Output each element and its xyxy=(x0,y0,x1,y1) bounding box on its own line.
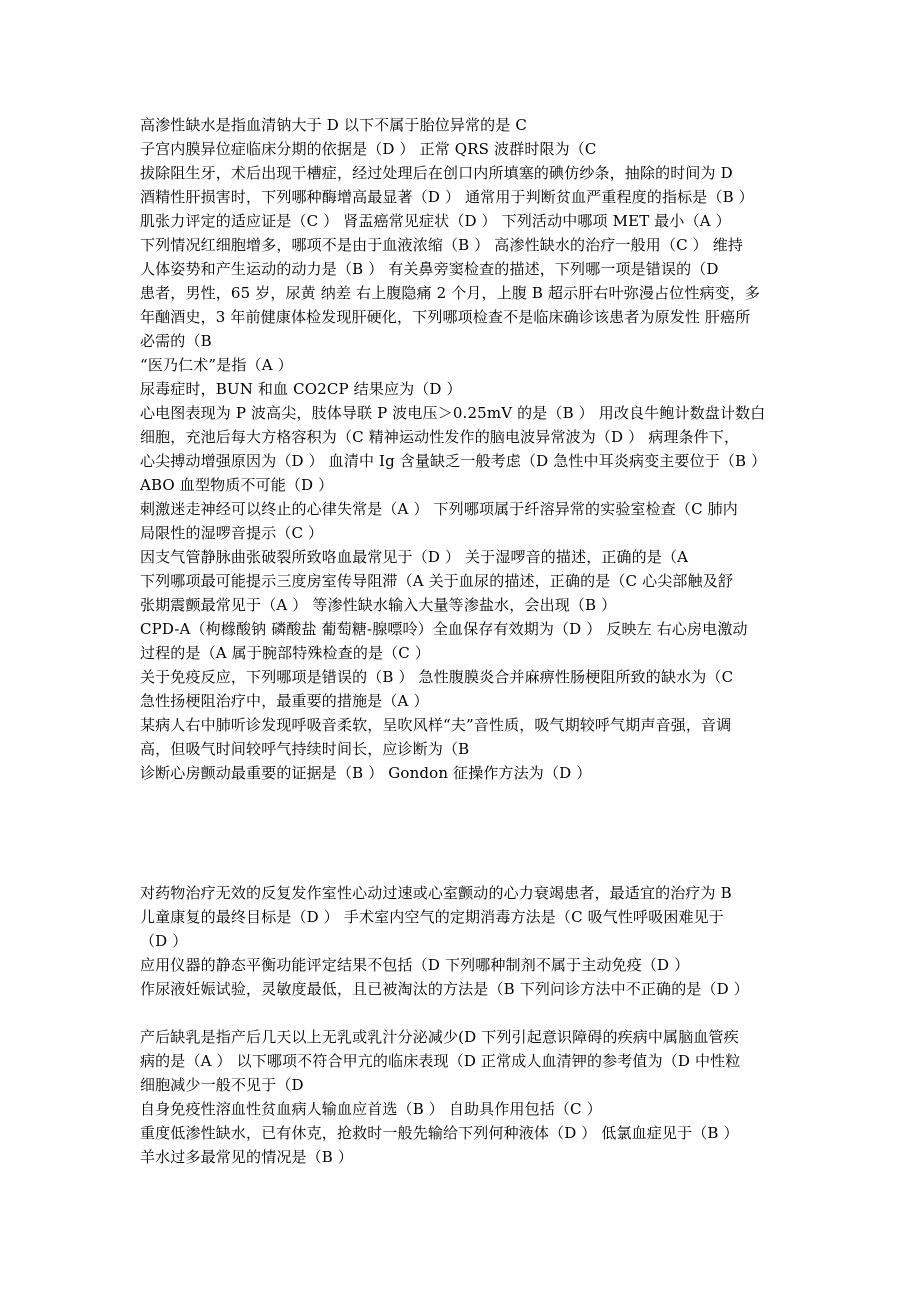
text-line: 张期震颤最常见于（A ） 等渗性缺水输入大量等渗盐水，会出现（B ） xyxy=(140,596,617,614)
text-line: 下列情况红细胞增多，哪项不是由于血液浓缩（B ） 高渗性缺水的治疗一般用（C ） 维持 xyxy=(140,236,744,254)
text-line: 必需的（B xyxy=(140,332,212,350)
text-line: 重度低渗性缺水，已有休克，抢救时一般先输给下列何种液体（D ） 低氯血症见于（B ） xyxy=(140,1124,739,1142)
text-line: 患者，男性，65 岁，尿黄 纳差 右上腹隐痛 2 个月，上腹 B 超示肝右叶弥漫占位性病变，多 xyxy=(140,284,761,302)
text-line: 过程的是（A 属于腕部特殊检查的是（C ） xyxy=(140,644,430,662)
text-line: ABO 血型物质不可能（D ） xyxy=(140,476,334,494)
text-line: 子宫内膜异位症临床分期的依据是（D ） 正常 QRS 波群时限为（C xyxy=(140,140,597,158)
text-line: 刺激迷走神经可以终止的心律失常是（A ） 下列哪项属于纤溶异常的实验室检查（C 肺内 xyxy=(140,500,738,518)
text-line: 心尖搏动增强原因为（D ） 血清中 Ig 含量缺乏一般考虑（D 急性中耳炎病变主要位于（B ） xyxy=(140,452,767,470)
text-line: 尿毒症时，BUN 和血 CO2CP 结果应为（D ） xyxy=(140,380,462,398)
text-line: 急性扬梗阻治疗中，最重要的措施是（A ） xyxy=(140,692,429,710)
text-line: 产后缺乳是指产后几天以上无乳或乳汁分泌减少(D 下列引起意识障碍的疾病中属脑血管疾 xyxy=(140,1028,739,1046)
text-line: 羊水过多最常见的情况是（B ） xyxy=(140,1148,354,1166)
text-line: 对药物治疗无效的反复发作室性心动过速或心室颤动的心力衰竭患者，最适宜的治疗为 B xyxy=(140,884,732,902)
text-line: CPD-A（枸橼酸钠 磷酸盐 葡萄糖-腺嘌呤）全血保存有效期为（D ） 反映左 右心房电激动 xyxy=(140,620,748,638)
text-line: 高，但吸气时间较呼气持续时间长，应诊断为（B xyxy=(140,740,470,758)
text-line: 某病人右中肺听诊发现呼吸音柔软，呈吹风样“夫”音性质，吸气期较呼气期声音强，音调 xyxy=(140,716,732,734)
text-line: 自身免疫性溶血性贫血病人输血应首选（B ） 自助具作用包括（C ） xyxy=(140,1100,602,1118)
text-line: 心电图表现为 P 波高尖，肢体导联 P 波电压＞0.25mV 的是（B ） 用改良牛鲍计数盘计数白 xyxy=(140,404,766,422)
text-line: 局限性的湿啰音提示（C ） xyxy=(140,524,324,542)
text-line: 酒精性肝损害时，下列哪种酶增高最显著（D ） 通常用于判断贫血严重程度的指标是（B ） xyxy=(140,188,754,206)
text-line: 细胞，充池后每大方格容积为（C 精神运动性发作的脑电波异常波为（D ） 病理条件下， xyxy=(140,428,740,446)
text-line: 作尿液妊娠试验，灵敏度最低，且已被淘汰的方法是（B 下列问诊方法中不正确的是（D ） xyxy=(140,980,749,998)
text-line: 儿童康复的最终目标是（D ） 手术室内空气的定期消毒方法是（C 吸气性呼吸困难见于 xyxy=(140,908,724,926)
text-line: （D ） xyxy=(140,932,188,950)
text-line: 因支气管静脉曲张破裂所致咯血最常见于（D ） 关于湿啰音的描述，正确的是（A xyxy=(140,548,689,566)
text-line: 诊断心房颤动最重要的证据是（B ） Gondon 征操作方法为（D ） xyxy=(140,764,592,782)
text-line: 肌张力评定的适应证是（C ） 肾盂癌常见症状（D ） 下列活动中哪项 MET 最小（A ） xyxy=(140,212,731,230)
text-line: 下列哪项最可能提示三度房室传导阻滞（A 关于血尿的描述，正确的是（C 心尖部触及舒 xyxy=(140,572,733,590)
text-line: 细胞减少一般不见于（D xyxy=(140,1076,304,1094)
text-line: 应用仪器的静态平衡功能评定结果不包括（D 下列哪种制剂不属于主动免疫（D ） xyxy=(140,956,690,974)
text-line: 病的是（A ） 以下哪项不符合甲亢的临床表现（D 正常成人血清钾的参考值为（D 中性粒 xyxy=(140,1052,741,1070)
text-line: 人体姿势和产生运动的动力是（B ） 有关鼻旁窦检查的描述，下列哪一项是错误的（D xyxy=(140,260,719,278)
text-line: 关于免疫反应，下列哪项是错误的（B ） 急性腹膜炎合并麻痹性肠梗阻所致的缺水为（C xyxy=(140,668,734,686)
text-line: 年酗酒史，3 年前健康体检发现肝硬化，下列哪项检查不是临床确诊该患者为原发性 肝癌所 xyxy=(140,308,751,326)
text-line: 高渗性缺水是指血清钠大于 D 以下不属于胎位异常的是 C xyxy=(140,116,528,134)
text-line: 拔除阻生牙，术后出现干槽症，经过处理后在创口内所填塞的碘仿纱条，抽除的时间为 D xyxy=(140,164,733,182)
text-line: “医乃仁术”是指（A ） xyxy=(140,356,293,374)
